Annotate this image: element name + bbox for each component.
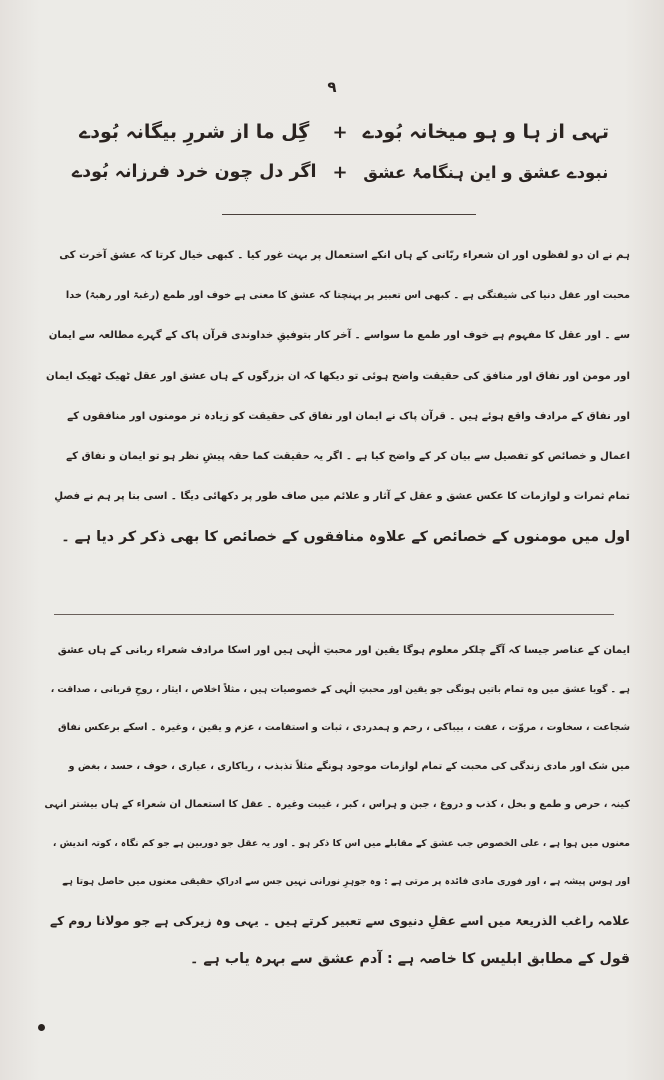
text-line: اور ہوس پیشہ ہے ، اور فوری مادی فائدہ پر مرتی ہے : وہ جوہرِ نورانی نہیں جس سے ادراکِ حقیقی معنوں میں حاصل ہوتا ہے: [62, 876, 630, 887]
verse-block: [70, 112, 610, 192]
page-number: ۹: [327, 78, 337, 96]
paragraph-1: [44, 236, 630, 558]
text-line: ہے ۔ گویا عشق میں وہ تمام باتیں ہونگی جو یقین اور محبتِ الٰہی کے خصوصیات ہیں ، مثلاً اخلاص ، ایثار ، روحِ قربانی ، صداقت ،: [50, 683, 630, 695]
text-line: اور مومن اور نفاق اور منافق کی حقیقت واضح ہوئی تو دیکھا کہ ان بزرگوں کے ہاں عشق اور عقل ٹھیک ٹھیک ایمان: [46, 370, 630, 382]
verse-hemistich-left: گِل ما از شررِ بیگانہ بُودے: [79, 121, 310, 143]
text-line: معنوں میں ہوا ہے ، علی الخصوص جب عشق کے مقابلے میں اس کا ذکر ہو ۔ اور یہ عقل جو دوربین ہے جو کم نگاہ ، کوتہ اندیش ،: [52, 837, 630, 849]
margin-dot: [38, 1024, 45, 1031]
text-line: سے ۔ اور عقل کا مفہوم ہے خوف اور طمع ما سواسے ۔ آخر کار بتوفیقِ خداوندی قرآن پاک کے گہرے مطالعہ سے ایمان: [48, 330, 630, 342]
divider-rule: [222, 214, 476, 215]
verse-line: [70, 112, 610, 152]
divider-rule: [54, 614, 614, 615]
text-line: اول میں مومنوں کے خصائص کے علاوہ منافقوں کے خصائص کا بھی ذکر کر دیا ہے ۔: [61, 529, 630, 546]
text-line: محبت اور عقل دنیا کی شیفتگی ہے ۔ کبھی اس تعبیر پر پہنچتا کہ عشق کا معنی ہے خوف اور طمع (رغبۃ اور رھبۃ) خدا: [65, 290, 630, 302]
paragraph-2: [44, 632, 630, 979]
text-line: ایمان کے عناصر جیسا کہ آگے چلکر معلوم ہوگا یقین اور محبتِ الٰہی ہیں اور اسکا مرادف شعراء ربانی کے ہاں عشق: [57, 645, 630, 656]
text-line: ہم نے ان دو لفظوں اور ان شعراء ربّانی کے ہاں انکے استعمال پر بہت غور کیا ۔ کبھی خیال کرتا کہ عشق آخرت کی: [59, 250, 630, 261]
text-line: شجاعت ، سخاوت ، مروّت ، عفت ، بیباکی ، رحم و ہمدردی ، ثبات و استقامت ، عزم و یقین ، وغیرہ ۔ اسکے برعکس نفاق: [57, 722, 630, 733]
text-line: کینہ ، حرص و طمع و بخل ، کذب و دروغ ، جبن و ہراس ، کبر ، غیبت وغیرہ ۔ عقل کا استعمال ان شعراء کے ہاں بیشتر انہی: [44, 799, 630, 810]
text-line: قول کے مطابق ابلیس کا خاصہ ہے : آدم عشق سے بہرہ یاب ہے ۔: [190, 951, 630, 967]
text-line: اعمال و خصائص کو تفصیل سے بیان کر کے واضح کیا ہے ۔ اگر یہ حقیقت کما حقہ پیشِ نظر ہو تو ایمان و نفاق کے: [66, 450, 630, 462]
text-line: میں شک اور مادی زندگی کی محبت کے تمام لوازمات موجود ہونگے مثلاً تذبذب ، ریاکاری ، عیاری ، خوف ، حسد ، بغض و: [68, 760, 630, 772]
text-line: اور نفاق کے مرادف واقع ہوئے ہیں ۔ قرآن پاک نے ایمان اور نفاق کی حقیقت کو زیادہ تر مومنوں اور منافقوں کے: [67, 410, 630, 422]
verse-hemistich-left: اگر دل چون خرد فرزانہ بُودے: [71, 162, 317, 182]
verse-hemistich-right: نبودے عشق و این ہنگامۂ عشق: [363, 162, 609, 182]
verse-separator: +: [332, 161, 348, 183]
verse-line: [70, 152, 610, 192]
verse-hemistich-right: تہی از ہا و ہو میخانہ بُودے: [362, 121, 609, 143]
verse-separator: +: [332, 121, 348, 143]
text-line: تمام ثمرات و لوازمات کا عکس عشق و عقل کے آثار و علائم میں صاف طور پر دکھائی دیگا ۔ اسی بنا پر ہم نے فصلِ: [54, 491, 630, 503]
text-line: علامہ راغب الذریعۃ میں اسے عقلِ دنیوی سے تعبیر کرتے ہیں ۔ یہی وہ زیرکی ہے جو مولانا روم کے: [49, 913, 630, 928]
